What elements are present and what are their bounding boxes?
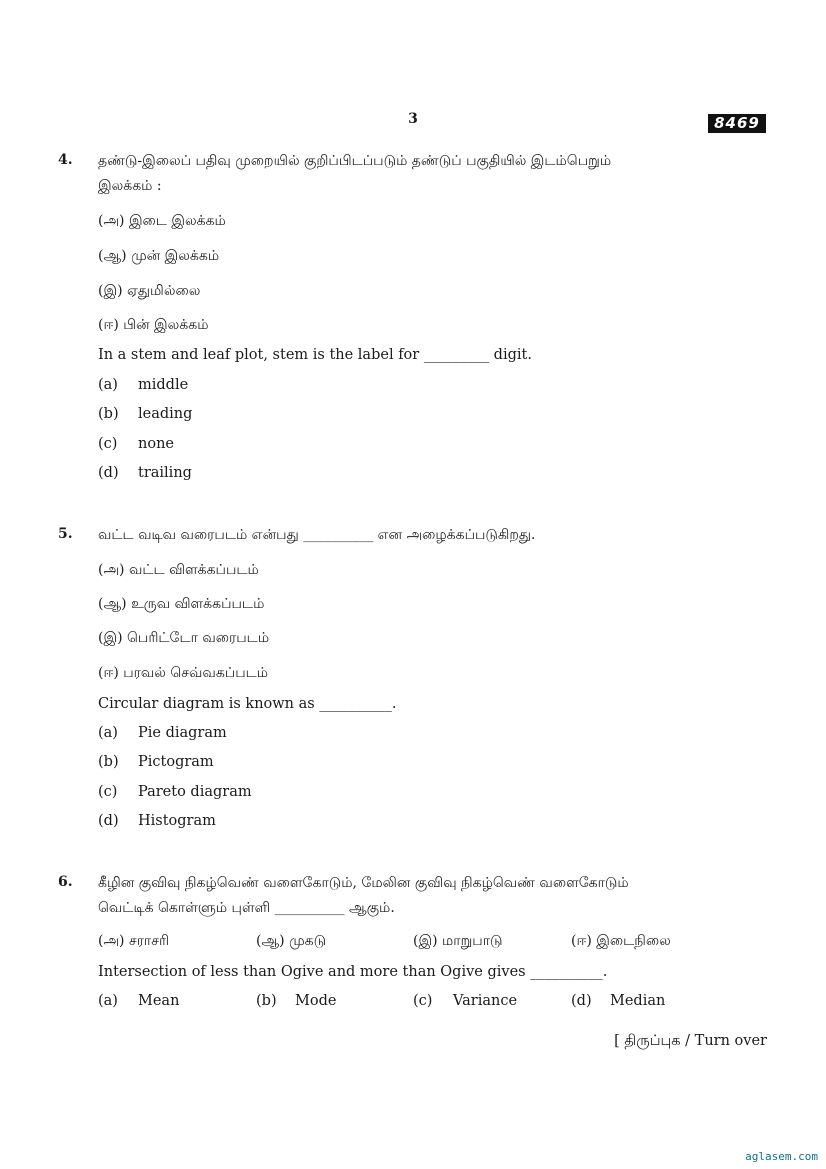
tamil-option [98,929,169,953]
option-text: trailing [138,465,192,481]
option-label: (ஈ) [98,665,119,681]
option-text: வட்ட விளக்கப்படம் [128,562,259,578]
option-text: பின் இலக்கம் [123,317,209,333]
option-label: (இ) [413,933,438,949]
option-text: பெரிட்டோ வரைபடம் [127,630,270,646]
option-text: none [138,436,174,452]
question-number: 6. [58,874,73,890]
option-label: (ஈ) [571,933,592,949]
option-label: (இ) [98,283,123,299]
tamil-question-text: கீழின குவிவு நிகழ்வெண் வளைகோடும், மேலின குவிவு நிகழ்வெண் வளைகோடும் [98,875,629,891]
option-label: (அ) [98,562,125,578]
option-label: (a) [98,377,118,393]
option-label: (b) [256,993,277,1009]
option-text: முகடு [289,933,327,949]
option-label: (ஆ) [98,248,127,264]
tamil-option [256,929,326,953]
option-label: (a) [98,725,118,741]
option-label: (அ) [98,213,125,229]
option-label: (d) [98,465,119,481]
english-question-text: In a stem and leaf plot, stem is the label for _________ digit. [98,347,532,363]
tamil-option [571,929,671,953]
option-label: (அ) [98,933,125,949]
option-label: (ஈ) [98,317,119,333]
option-text: Variance [453,993,518,1009]
tamil-option [98,661,268,685]
tamil-question-text: வெட்டிக் கொள்ளும் புள்ளி __________ ஆகும். [98,900,395,916]
option-label: (a) [98,993,118,1009]
tamil-option [413,929,503,953]
option-text: Mean [138,993,180,1009]
option-label: (ஆ) [98,596,127,612]
option-text: ஏதுமில்லை [127,283,201,299]
option-label: (c) [98,436,118,452]
page-number: 3 [408,111,418,127]
tamil-option [98,313,208,337]
turn-over-note: [ திருப்புக / Turn over [614,1033,767,1049]
tamil-option [98,244,219,268]
option-label: (d) [571,993,592,1009]
tamil-option [98,626,269,650]
option-label: (c) [413,993,433,1009]
option-label: (b) [98,754,119,770]
option-text: இடை இலக்கம் [128,213,226,229]
tamil-question-text: இலக்கம் : [98,178,162,194]
option-text: உருவ விளக்கப்படம் [131,596,265,612]
option-label: (இ) [98,630,123,646]
option-text: Median [610,993,666,1009]
watermark: aglasem.com [745,1150,818,1163]
paper-code-badge: 8469 [708,114,766,133]
option-label: (d) [98,813,119,829]
question-number: 4. [58,152,73,168]
tamil-option [98,279,200,303]
option-text: இடைநிலை [596,933,671,949]
tamil-question-text: வட்ட வடிவ வரைபடம் என்பது __________ என அழைக்கப்படுகிறது. [98,527,536,543]
option-text: முன் இலக்கம் [131,248,220,264]
option-text: Histogram [138,813,216,829]
option-text: Mode [295,993,337,1009]
option-text: Pareto diagram [138,784,252,800]
option-text: பரவல் செவ்வகப்படம் [123,665,269,681]
question-number: 5. [58,526,73,542]
option-text: மாறுபாடு [442,933,503,949]
option-text: middle [138,377,189,393]
option-label: (c) [98,784,118,800]
option-text: Pictogram [138,754,214,770]
tamil-question-text: தண்டு-இலைப் பதிவு முறையில் குறிப்பிடப்படும் தண்டுப் பகுதியில் இடம்பெறும் [98,153,612,169]
english-question-text: Circular diagram is known as __________. [98,696,397,712]
option-text: Pie diagram [138,725,227,741]
english-question-text: Intersection of less than Ogive and more than Ogive gives __________. [98,964,608,980]
option-label: (b) [98,406,119,422]
option-label: (ஆ) [256,933,285,949]
tamil-option [98,558,259,582]
tamil-option [98,209,226,233]
tamil-option [98,592,264,616]
option-text: சராசரி [128,933,170,949]
option-text: leading [138,406,193,422]
